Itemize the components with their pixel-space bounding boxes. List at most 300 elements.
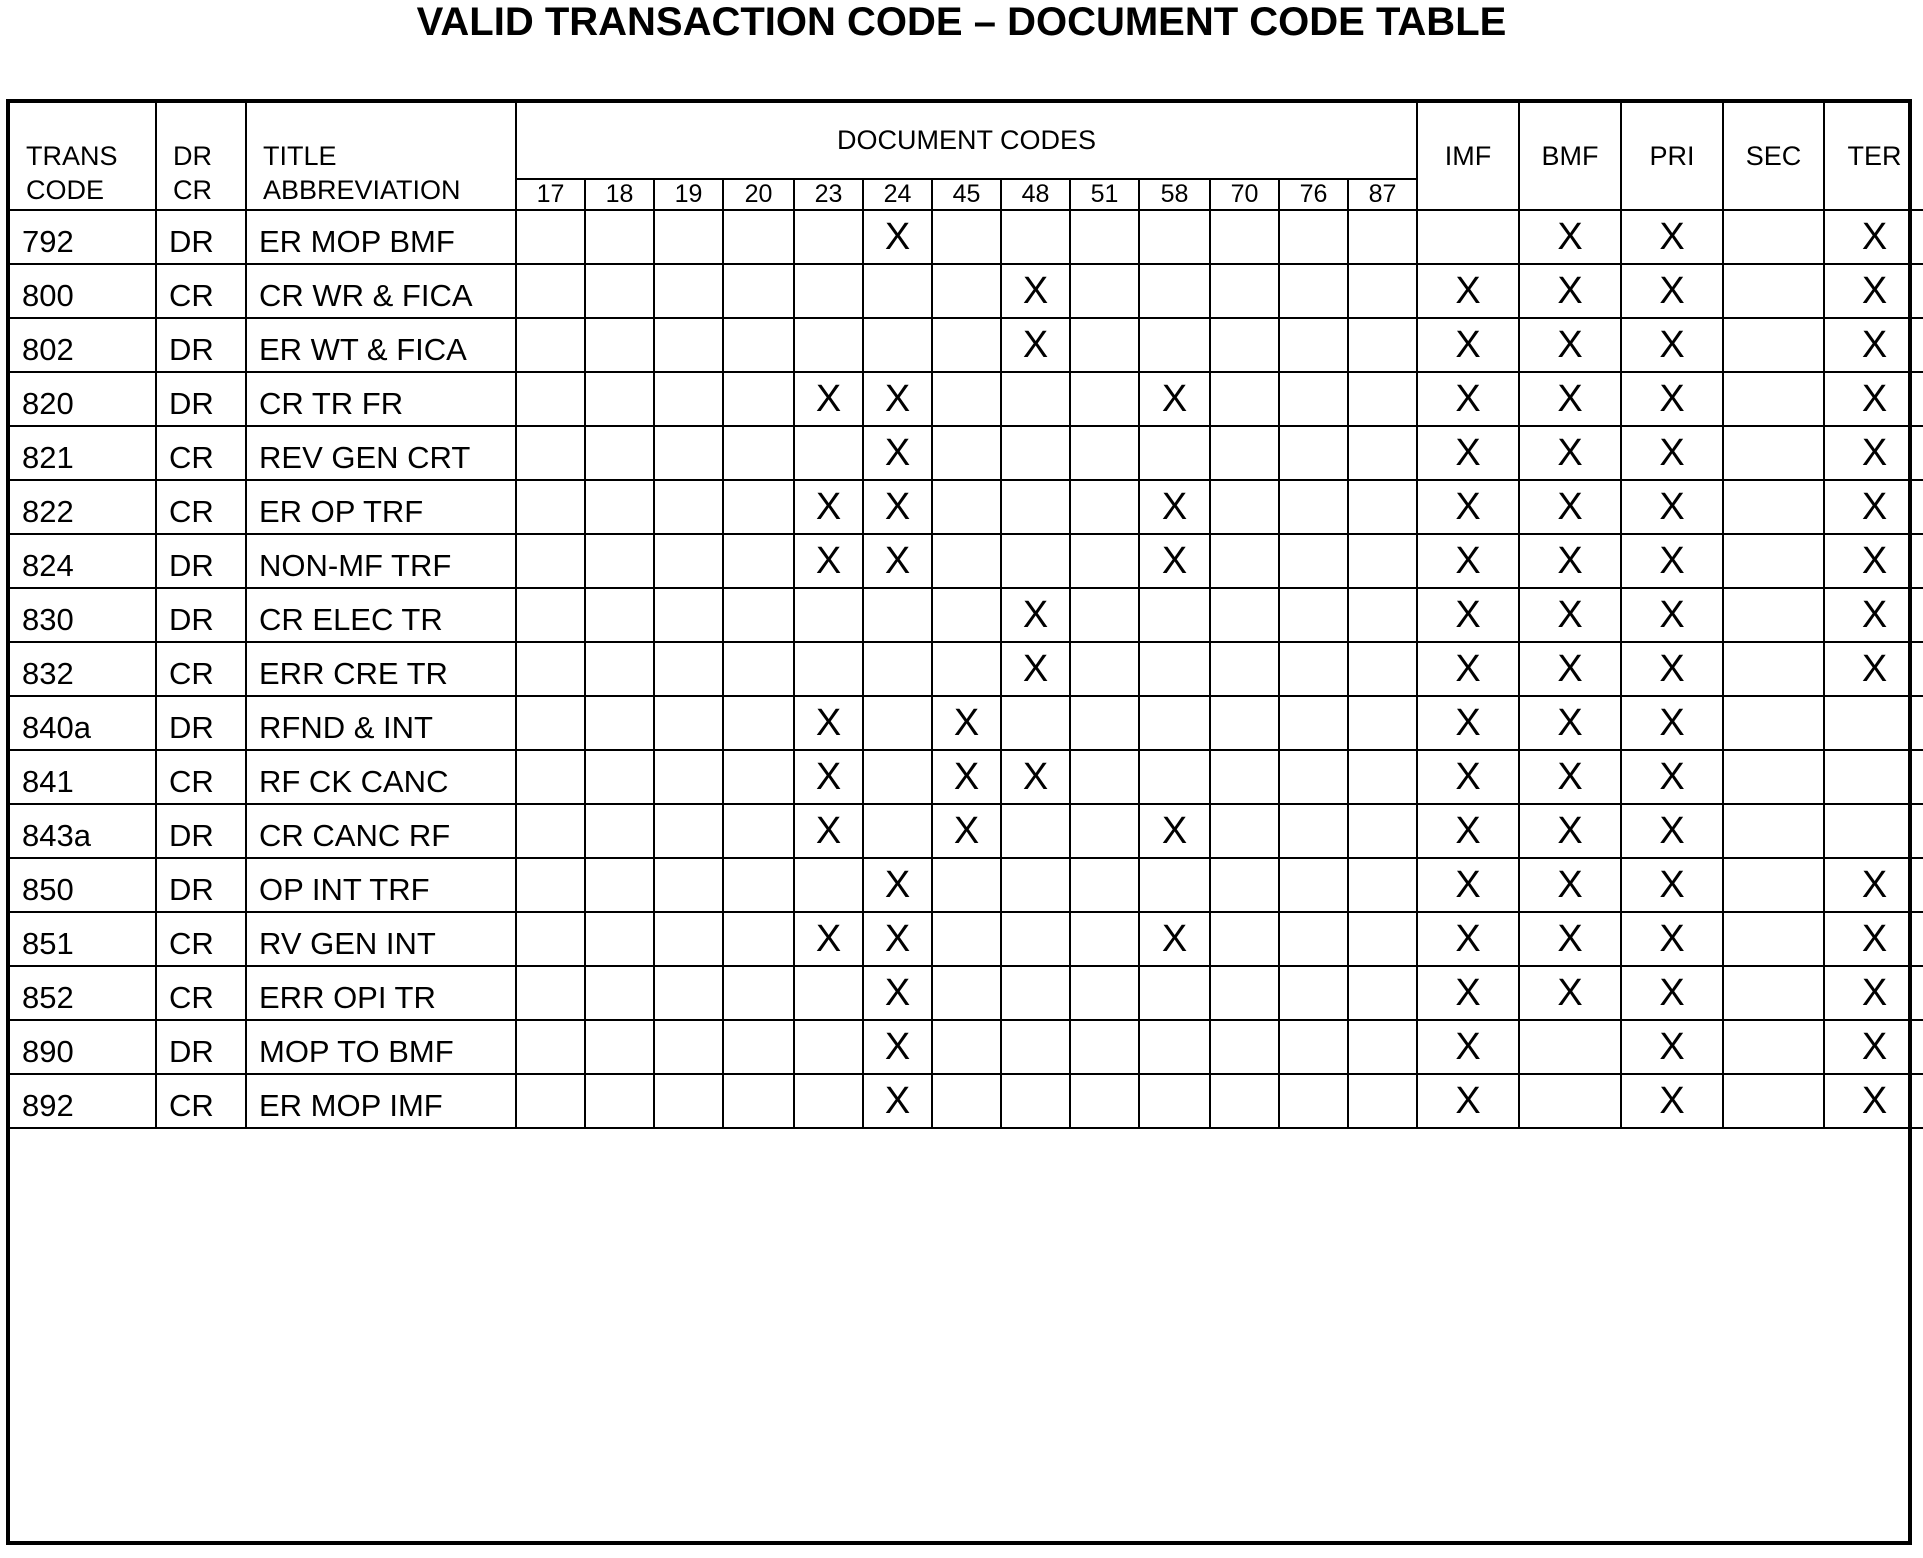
file-cell (1723, 480, 1824, 534)
table-row (10, 1020, 1923, 1074)
file-cell (1824, 750, 1923, 804)
x-mark: X (884, 486, 911, 528)
doc-code-cell (932, 750, 1001, 804)
x-mark: X (1861, 270, 1888, 312)
page-title: VALID TRANSACTION CODE – DOCUMENT CODE TABLE (416, 0, 1507, 44)
trans-code-cell: 800 (10, 264, 156, 318)
doc-code-cell (1279, 1020, 1348, 1074)
table-frame (6, 99, 1912, 1545)
x-mark: X (1861, 918, 1888, 960)
doc-code-cell (516, 318, 585, 372)
doc-code-cell (863, 1074, 932, 1128)
file-cell (1621, 750, 1723, 804)
title-cell: CR CANC RF (246, 804, 516, 858)
file-cell (1621, 372, 1723, 426)
doc-code-cell (1001, 372, 1070, 426)
doc-code-cell (1139, 858, 1210, 912)
x-mark: X (884, 540, 911, 582)
doc-code-cell (794, 264, 863, 318)
x-mark: X (815, 756, 842, 798)
table-row (10, 210, 1923, 264)
doc-code-cell (1070, 372, 1139, 426)
title-cell: RV GEN INT (246, 912, 516, 966)
table-row (10, 858, 1923, 912)
doc-code-cell (585, 1074, 654, 1128)
doc-code-cell (654, 912, 723, 966)
doc-code-cell (1210, 372, 1279, 426)
x-mark: X (1659, 1026, 1685, 1068)
file-cell (1519, 210, 1621, 264)
dr-cr-cell: DR (156, 534, 246, 588)
doc-code-cell (794, 210, 863, 264)
doc-code-header: 87 (1348, 179, 1417, 210)
x-mark: X (1557, 594, 1583, 636)
doc-code-cell (932, 642, 1001, 696)
dr-cr-cell: DR (156, 1020, 246, 1074)
file-cell (1723, 264, 1824, 318)
doc-code-cell (723, 1020, 794, 1074)
file-cell (1621, 912, 1723, 966)
doc-code-cell (654, 372, 723, 426)
trans-code-cell: 832 (10, 642, 156, 696)
doc-code-cell (654, 264, 723, 318)
doc-code-cell (794, 642, 863, 696)
trans-code-cell: 822 (10, 480, 156, 534)
x-mark: X (1861, 432, 1888, 474)
x-mark: X (815, 540, 842, 582)
x-mark: X (884, 972, 911, 1014)
title-cell: REV GEN CRT (246, 426, 516, 480)
x-mark: X (1455, 1080, 1481, 1122)
file-cell (1824, 912, 1923, 966)
dr-cr-cell: DR (156, 372, 246, 426)
doc-code-cell (1001, 210, 1070, 264)
x-mark: X (1557, 324, 1583, 366)
header-file: SEC (1723, 103, 1824, 210)
doc-code-cell (1279, 534, 1348, 588)
doc-code-cell (932, 264, 1001, 318)
doc-code-cell (932, 426, 1001, 480)
doc-code-cell (723, 1074, 794, 1128)
doc-code-cell (1139, 210, 1210, 264)
table-row (10, 534, 1923, 588)
doc-code-cell (932, 534, 1001, 588)
file-cell (1621, 588, 1723, 642)
trans-code-cell: 820 (10, 372, 156, 426)
file-cell (1417, 912, 1519, 966)
file-cell (1519, 480, 1621, 534)
x-mark: X (1455, 540, 1481, 582)
file-cell (1417, 426, 1519, 480)
header-dr-cr (156, 103, 246, 210)
file-cell (1824, 858, 1923, 912)
file-cell (1824, 1020, 1923, 1074)
file-cell (1723, 696, 1824, 750)
doc-code-cell (585, 912, 654, 966)
doc-code-cell (794, 534, 863, 588)
doc-code-cell (516, 426, 585, 480)
doc-code-cell (863, 210, 932, 264)
doc-code-cell (1139, 912, 1210, 966)
doc-code-cell (1279, 210, 1348, 264)
doc-code-cell (932, 912, 1001, 966)
trans-code-cell: 802 (10, 318, 156, 372)
doc-code-cell (863, 966, 932, 1020)
doc-code-cell (794, 966, 863, 1020)
doc-code-cell (1139, 480, 1210, 534)
doc-code-cell (794, 804, 863, 858)
file-cell (1519, 750, 1621, 804)
header-title-line1: TITLE (263, 141, 337, 171)
doc-code-cell (1139, 264, 1210, 318)
doc-code-cell (723, 804, 794, 858)
x-mark: X (1659, 270, 1685, 312)
trans-code-cell: 892 (10, 1074, 156, 1128)
x-mark: X (1659, 216, 1685, 258)
doc-code-cell (1139, 534, 1210, 588)
doc-code-cell (1001, 750, 1070, 804)
table-row (10, 750, 1923, 804)
doc-code-cell (1001, 588, 1070, 642)
file-cell (1519, 804, 1621, 858)
title-cell: CR TR FR (246, 372, 516, 426)
doc-code-cell (863, 426, 932, 480)
file-cell (1621, 1020, 1723, 1074)
x-mark: X (1161, 486, 1188, 528)
file-cell (1417, 1020, 1519, 1074)
x-mark: X (815, 810, 842, 852)
file-cell (1824, 696, 1923, 750)
file-cell (1621, 318, 1723, 372)
x-mark: X (815, 918, 842, 960)
doc-code-cell (1070, 534, 1139, 588)
x-mark: X (1161, 918, 1188, 960)
table-row (10, 480, 1923, 534)
doc-code-cell (585, 426, 654, 480)
doc-code-cell (932, 804, 1001, 858)
doc-code-cell (1210, 642, 1279, 696)
dr-cr-cell: CR (156, 912, 246, 966)
doc-code-cell (723, 966, 794, 1020)
x-mark: X (1557, 864, 1583, 906)
doc-code-cell (863, 318, 932, 372)
doc-code-cell (1279, 642, 1348, 696)
file-cell (1519, 264, 1621, 318)
doc-code-cell (1210, 210, 1279, 264)
doc-code-cell (585, 264, 654, 318)
x-mark: X (884, 918, 911, 960)
x-mark: X (1861, 486, 1888, 528)
doc-code-header: 45 (932, 179, 1001, 210)
x-mark: X (1455, 972, 1481, 1014)
x-mark: X (884, 432, 911, 474)
doc-code-cell (794, 750, 863, 804)
file-cell (1417, 588, 1519, 642)
file-cell (1824, 480, 1923, 534)
doc-code-cell (1210, 804, 1279, 858)
doc-code-cell (1070, 750, 1139, 804)
x-mark: X (1861, 1080, 1888, 1122)
x-mark: X (1557, 432, 1583, 474)
file-cell (1621, 1074, 1723, 1128)
doc-code-header: 51 (1070, 179, 1139, 210)
doc-code-cell (1348, 642, 1417, 696)
doc-code-cell (654, 480, 723, 534)
doc-code-cell (794, 318, 863, 372)
title-cell: ER MOP BMF (246, 210, 516, 264)
title-cell: ER OP TRF (246, 480, 516, 534)
file-cell (1621, 804, 1723, 858)
doc-code-cell (654, 210, 723, 264)
file-cell (1723, 966, 1824, 1020)
trans-code-cell: 852 (10, 966, 156, 1020)
file-cell (1417, 750, 1519, 804)
x-mark: X (884, 216, 911, 258)
doc-code-cell (1210, 534, 1279, 588)
x-mark: X (1455, 270, 1481, 312)
doc-code-cell (1210, 966, 1279, 1020)
x-mark: X (1455, 648, 1481, 690)
x-mark: X (1557, 216, 1583, 258)
title-cell: CR WR & FICA (246, 264, 516, 318)
x-mark: X (1022, 756, 1049, 798)
header-file: BMF (1519, 103, 1621, 210)
doc-code-cell (723, 426, 794, 480)
x-mark: X (815, 378, 842, 420)
table-row (10, 588, 1923, 642)
doc-code-cell (723, 696, 794, 750)
doc-code-cell (1210, 318, 1279, 372)
doc-code-cell (1001, 480, 1070, 534)
doc-code-cell (723, 642, 794, 696)
doc-code-cell (1070, 966, 1139, 1020)
file-cell (1723, 372, 1824, 426)
header-trans-code-line2: CODE (26, 175, 105, 205)
doc-code-cell (516, 588, 585, 642)
doc-code-cell (723, 750, 794, 804)
doc-code-cell (1070, 588, 1139, 642)
dr-cr-cell: DR (156, 858, 246, 912)
doc-code-cell (1070, 426, 1139, 480)
doc-code-cell (1279, 480, 1348, 534)
doc-code-cell (516, 264, 585, 318)
file-cell (1417, 372, 1519, 426)
doc-code-cell (1001, 966, 1070, 1020)
doc-code-cell (1210, 1074, 1279, 1128)
trans-code-cell: 840a (10, 696, 156, 750)
trans-code-cell: 792 (10, 210, 156, 264)
doc-code-header: 58 (1139, 179, 1210, 210)
doc-code-cell (1348, 534, 1417, 588)
doc-code-cell (516, 372, 585, 426)
title-cell: ER MOP IMF (246, 1074, 516, 1128)
doc-code-cell (1279, 750, 1348, 804)
file-cell (1519, 1020, 1621, 1074)
doc-code-cell (1348, 318, 1417, 372)
title-cell: ERR CRE TR (246, 642, 516, 696)
file-cell (1621, 426, 1723, 480)
x-mark: X (1022, 324, 1049, 366)
doc-code-cell (1348, 804, 1417, 858)
doc-code-cell (932, 1020, 1001, 1074)
trans-code-cell: 841 (10, 750, 156, 804)
x-mark: X (884, 378, 911, 420)
file-cell (1621, 966, 1723, 1020)
doc-code-cell (1139, 588, 1210, 642)
file-cell (1519, 588, 1621, 642)
x-mark: X (1455, 594, 1481, 636)
header-file: PRI (1621, 103, 1723, 210)
doc-code-cell (1139, 318, 1210, 372)
doc-code-cell (654, 642, 723, 696)
x-mark: X (953, 810, 980, 852)
file-cell (1621, 858, 1723, 912)
doc-code-cell (723, 858, 794, 912)
dr-cr-cell: CR (156, 642, 246, 696)
file-cell (1417, 210, 1519, 264)
x-mark: X (1161, 540, 1188, 582)
table-row (10, 642, 1923, 696)
doc-code-cell (863, 858, 932, 912)
doc-code-cell (1348, 264, 1417, 318)
x-mark: X (1161, 810, 1188, 852)
file-cell (1824, 966, 1923, 1020)
doc-code-cell (1279, 588, 1348, 642)
trans-code-cell: 851 (10, 912, 156, 966)
file-cell (1723, 1020, 1824, 1074)
file-cell (1824, 318, 1923, 372)
file-cell (1417, 858, 1519, 912)
doc-code-cell (1139, 372, 1210, 426)
dr-cr-cell: DR (156, 696, 246, 750)
file-cell (1824, 804, 1923, 858)
doc-code-cell (1348, 912, 1417, 966)
table-row (10, 804, 1923, 858)
file-cell (1417, 966, 1519, 1020)
doc-code-cell (723, 318, 794, 372)
doc-code-cell (1001, 642, 1070, 696)
doc-code-cell (585, 588, 654, 642)
dr-cr-cell: CR (156, 1074, 246, 1128)
title-cell: CR ELEC TR (246, 588, 516, 642)
doc-code-cell (654, 588, 723, 642)
doc-code-cell (1001, 696, 1070, 750)
doc-code-cell (1348, 426, 1417, 480)
doc-code-cell (794, 858, 863, 912)
doc-code-cell (1001, 1074, 1070, 1128)
doc-code-cell (1001, 318, 1070, 372)
doc-code-cell (1348, 588, 1417, 642)
doc-code-cell (654, 318, 723, 372)
header-dr-cr-line1: DR (173, 141, 212, 171)
doc-code-cell (516, 1020, 585, 1074)
doc-code-cell (794, 588, 863, 642)
x-mark: X (1659, 810, 1685, 852)
doc-code-cell (932, 372, 1001, 426)
doc-code-cell (516, 804, 585, 858)
file-cell (1417, 534, 1519, 588)
doc-code-cell (863, 912, 932, 966)
x-mark: X (1659, 486, 1685, 528)
doc-code-cell (1139, 696, 1210, 750)
doc-code-cell (723, 534, 794, 588)
doc-code-cell (1210, 1020, 1279, 1074)
doc-code-cell (1139, 1074, 1210, 1128)
doc-code-cell (654, 1020, 723, 1074)
x-mark: X (1022, 270, 1049, 312)
doc-code-cell (654, 534, 723, 588)
x-mark: X (1861, 324, 1888, 366)
x-mark: X (1455, 1026, 1481, 1068)
doc-code-cell (794, 1020, 863, 1074)
x-mark: X (1659, 540, 1685, 582)
file-cell (1417, 318, 1519, 372)
doc-code-cell (932, 858, 1001, 912)
doc-code-cell (585, 750, 654, 804)
file-cell (1723, 912, 1824, 966)
doc-code-cell (585, 696, 654, 750)
table-row (10, 264, 1923, 318)
trans-code-cell: 824 (10, 534, 156, 588)
doc-code-cell (794, 1074, 863, 1128)
header-dr-cr-line2: CR (173, 175, 212, 205)
file-cell (1824, 426, 1923, 480)
x-mark: X (1557, 756, 1583, 798)
file-cell (1519, 426, 1621, 480)
file-cell (1723, 426, 1824, 480)
doc-code-cell (1279, 426, 1348, 480)
trans-code-cell: 830 (10, 588, 156, 642)
doc-code-cell (1001, 264, 1070, 318)
title-cell: OP INT TRF (246, 858, 516, 912)
doc-code-cell (1001, 1020, 1070, 1074)
doc-code-header: 19 (654, 179, 723, 210)
doc-code-cell (585, 372, 654, 426)
doc-code-cell (932, 480, 1001, 534)
x-mark: X (1659, 648, 1685, 690)
x-mark: X (1659, 324, 1685, 366)
file-cell (1519, 912, 1621, 966)
x-mark: X (884, 1080, 911, 1122)
doc-code-cell (1070, 1020, 1139, 1074)
doc-code-cell (516, 642, 585, 696)
doc-code-cell (932, 210, 1001, 264)
x-mark: X (1557, 540, 1583, 582)
doc-code-cell (1279, 696, 1348, 750)
x-mark: X (1455, 702, 1481, 744)
dr-cr-cell: CR (156, 966, 246, 1020)
doc-code-cell (1139, 804, 1210, 858)
header-file: IMF (1417, 103, 1519, 210)
x-mark: X (1455, 432, 1481, 474)
x-mark: X (1861, 1026, 1888, 1068)
dr-cr-cell: CR (156, 480, 246, 534)
header-title-abbreviation (246, 103, 516, 210)
file-cell (1723, 1074, 1824, 1128)
doc-code-cell (932, 588, 1001, 642)
dr-cr-cell: CR (156, 750, 246, 804)
doc-code-cell (1279, 318, 1348, 372)
x-mark: X (1557, 648, 1583, 690)
doc-code-cell (1001, 858, 1070, 912)
file-cell (1824, 372, 1923, 426)
doc-code-cell (794, 696, 863, 750)
x-mark: X (1659, 432, 1685, 474)
table-row (10, 318, 1923, 372)
doc-code-cell (1348, 966, 1417, 1020)
file-cell (1824, 264, 1923, 318)
doc-code-header: 76 (1279, 179, 1348, 210)
